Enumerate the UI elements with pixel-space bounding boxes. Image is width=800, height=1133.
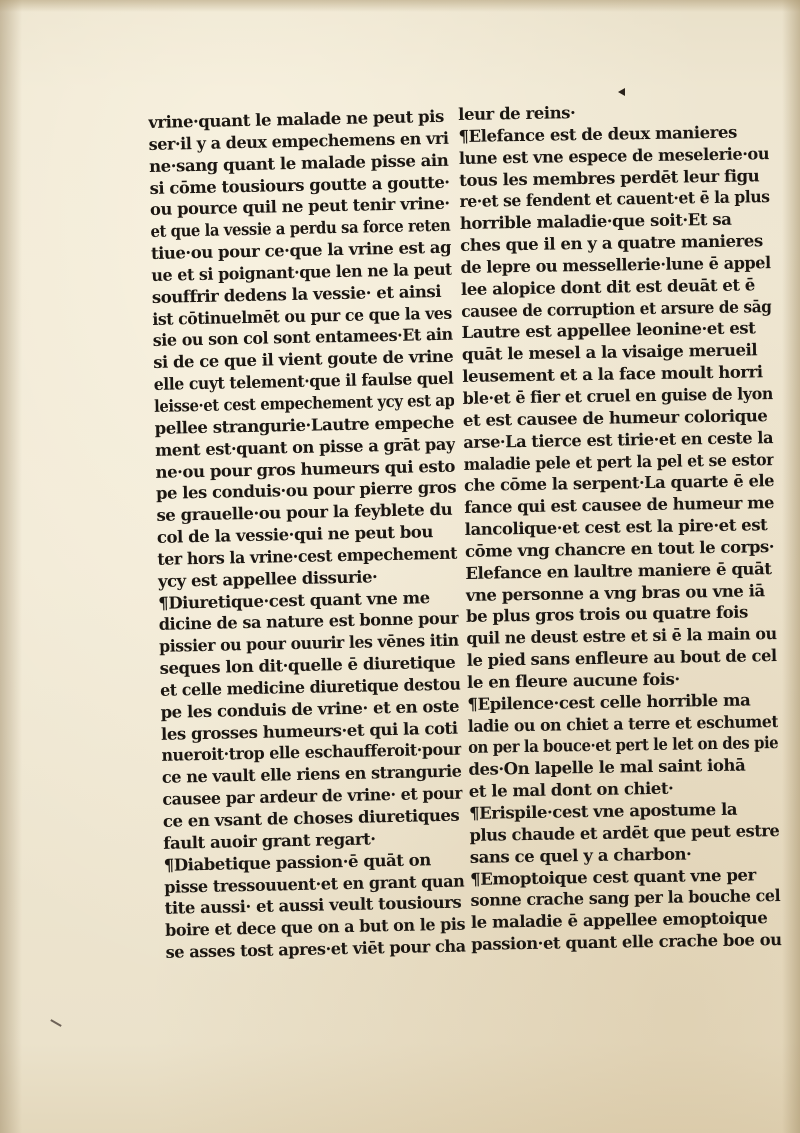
left-column-line: ist cōtinuelmēt ou pur ce que la ves [152, 303, 452, 329]
left-column-line: ser·il y a deux empechemens en vri [148, 128, 449, 154]
ink-mark [618, 88, 625, 96]
page-top-edge [0, 0, 800, 12]
right-column-line: Lautre est appellee leonine·et est [461, 318, 756, 343]
right-column-line: quāt le mesel a la visaige merueil [461, 340, 758, 365]
left-column-line: se grauelle·ou pour la feyblete du [156, 499, 453, 526]
left-column-line: seques lon dit·quelle ē diuretique [159, 652, 456, 678]
right-column-line: fance qui est causee de humeur me [464, 493, 775, 518]
left-column-line: tiue·ou pour ce·que la vrine est ag [150, 237, 452, 264]
left-column-line: et celle medicine diuretique destou [159, 674, 461, 700]
left-column-line: ment est·quant on pisse a grāt pay [154, 434, 456, 460]
left-column-line: leisse·et cest empechement ycy est ap [153, 390, 455, 416]
left-column-line: ycy est appellee dissurie· [157, 567, 378, 591]
right-column-line: ¶Elefance est de deux manieres [458, 122, 737, 146]
right-column-line: leur de reins· [458, 103, 576, 124]
right-column-line: che cōme la serpent·La quarte ē ele [463, 471, 775, 496]
text-column-left [148, 106, 466, 964]
left-column-line: se asses tost apres·et viēt pour cha [165, 936, 466, 962]
right-column-line: et le mal dont on chiet· [468, 778, 674, 802]
right-column-line: quil ne deust estre et si ē la main ou [466, 624, 777, 649]
left-column-line: fault auoir grant regart· [163, 829, 376, 853]
left-column-line: et que la vessie a perdu sa force reten [150, 215, 451, 242]
left-column-line: pellee strangurie·Lautre empeche [154, 412, 455, 438]
left-column-line: pisse tressouuent·et en grant quan [164, 871, 465, 897]
margin-tick-mark [50, 1019, 61, 1027]
right-column-line: lune est vne espece de meselerie·ou [458, 143, 769, 168]
right-column-line: des·On lapelle le mal saint iohā [468, 755, 746, 780]
left-column-line: pissier ou pour ouurir les vēnes itin [159, 630, 459, 657]
right-column-line: cōme vng chancre en tout le corps· [464, 536, 775, 561]
left-column-line: ou pource quil ne peut tenir vrine· [149, 194, 450, 220]
left-column-line: causee par ardeur de vrine· et pour [162, 783, 463, 810]
left-column-line: elle cuyt telement·que il faulse quel [153, 368, 454, 395]
left-column-line: ce en vsant de choses diuretiques [162, 805, 460, 831]
left-column-line: les grosses humeurs·et qui la coti [160, 718, 458, 744]
left-column-line: pe les conduis·ou pour pierre gros [155, 477, 457, 504]
left-column-line: col de la vessie·qui ne peut bou [156, 522, 434, 547]
right-column-line: tous les membres perdēt leur figu [459, 165, 760, 190]
right-column-line: le pied sans enfleure au bout de cel [466, 646, 777, 671]
left-column-line: ce ne vault elle riens en strangurie [161, 761, 462, 788]
left-column-line: tite aussi· et aussi veult tousiours [164, 892, 462, 919]
right-column-line: passion·et quant elle crache boe ou [471, 930, 782, 954]
right-column-line: de lepre ou messellerie·lune ē appel [460, 253, 771, 277]
page-right-edge [782, 0, 800, 1133]
right-column-line: ¶Emoptoique cest quant vne per [470, 864, 756, 889]
right-column-line: horrible maladie·que soit·Et sa [459, 209, 732, 234]
right-column-line: on per la bouce·et pert le let on des pie [467, 733, 779, 758]
left-column-line: souffrir dedens la vessie· et ainsi [151, 281, 442, 307]
right-column-line: et est causee de humeur colorique [462, 405, 768, 430]
left-column-line: vrine·quant le malade ne peut pis [148, 106, 445, 132]
right-column-line: ladie ou on chiet a terre et eschumet [467, 711, 778, 736]
binding-shadow [0, 0, 22, 1133]
left-column-line: ¶Diabetique passion·ē quāt on [163, 849, 431, 875]
right-column-line: ches que il en y a quatre manieres [460, 231, 763, 256]
right-column-line: sonne crache sang per la bouche cel [470, 886, 781, 911]
right-column-line: plus chaude et ardēt que peut estre [469, 820, 780, 845]
left-column-line: ue et si poignant·que len ne la peut [151, 259, 452, 285]
left-column-line: dicine de sa nature est bonne pour [158, 609, 459, 635]
right-column-line: ¶Epilence·cest celle horrible ma [467, 690, 751, 714]
right-column-line: be plus gros trois ou quatre fois [465, 602, 749, 627]
left-column-line: pe les conduis de vrine· et en oste [160, 696, 460, 722]
right-column-line: le en fleure aucune fois· [466, 669, 680, 692]
left-column-line: sie ou son col sont entamees·Et ain [152, 325, 453, 351]
left-column-line: ter hors la vrine·cest empechement [157, 543, 458, 569]
left-column-line: ne·ou pour gros humeurs qui esto [155, 456, 456, 482]
right-column-line: lancolique·et cest est la pire·et est [464, 515, 768, 539]
right-column-line: le maladie ē appellee emoptoique [470, 908, 768, 933]
left-column-line: boire et dece que on a but on le pis [164, 914, 466, 941]
right-column-line: leusement et a la face moult horri [462, 362, 763, 387]
left-column-line: si de ce que il vient goute de vrine [153, 346, 454, 373]
right-column-line: arse·La tierce est tirie·et en ceste la [463, 427, 774, 452]
left-column-line: ¶Diuretique·cest quant vne me [158, 587, 430, 613]
right-column-line: maladie pele et pert la pel et se estor [463, 449, 774, 474]
text-column-right [458, 99, 781, 956]
left-column-line: ne·sang quant le malade pisse ain [148, 150, 449, 176]
right-column-line: ble·et ē fier et cruel en guise de lyon [462, 384, 773, 408]
left-column-line: nueroit·trop elle eschaufferoit·pour [161, 740, 462, 766]
left-column-line: si cōme tousiours goutte a goutte· [149, 172, 450, 198]
right-column-line: ¶Erispile·cest vne apostume la [468, 799, 738, 823]
right-column-line: re·et se fendent et cauent·et ē la plus [459, 187, 770, 212]
right-column-line: causee de corruption et arsure de sāg [461, 296, 772, 321]
right-column-line: vne personne a vng bras ou vne iā [465, 580, 765, 605]
right-column-line: lee alopice dont dit est deuāt et ē [460, 275, 756, 299]
right-column-line: sans ce quel y a charbon· [469, 844, 692, 867]
right-column-line: Elefance en laultre maniere ē quāt [465, 558, 772, 583]
